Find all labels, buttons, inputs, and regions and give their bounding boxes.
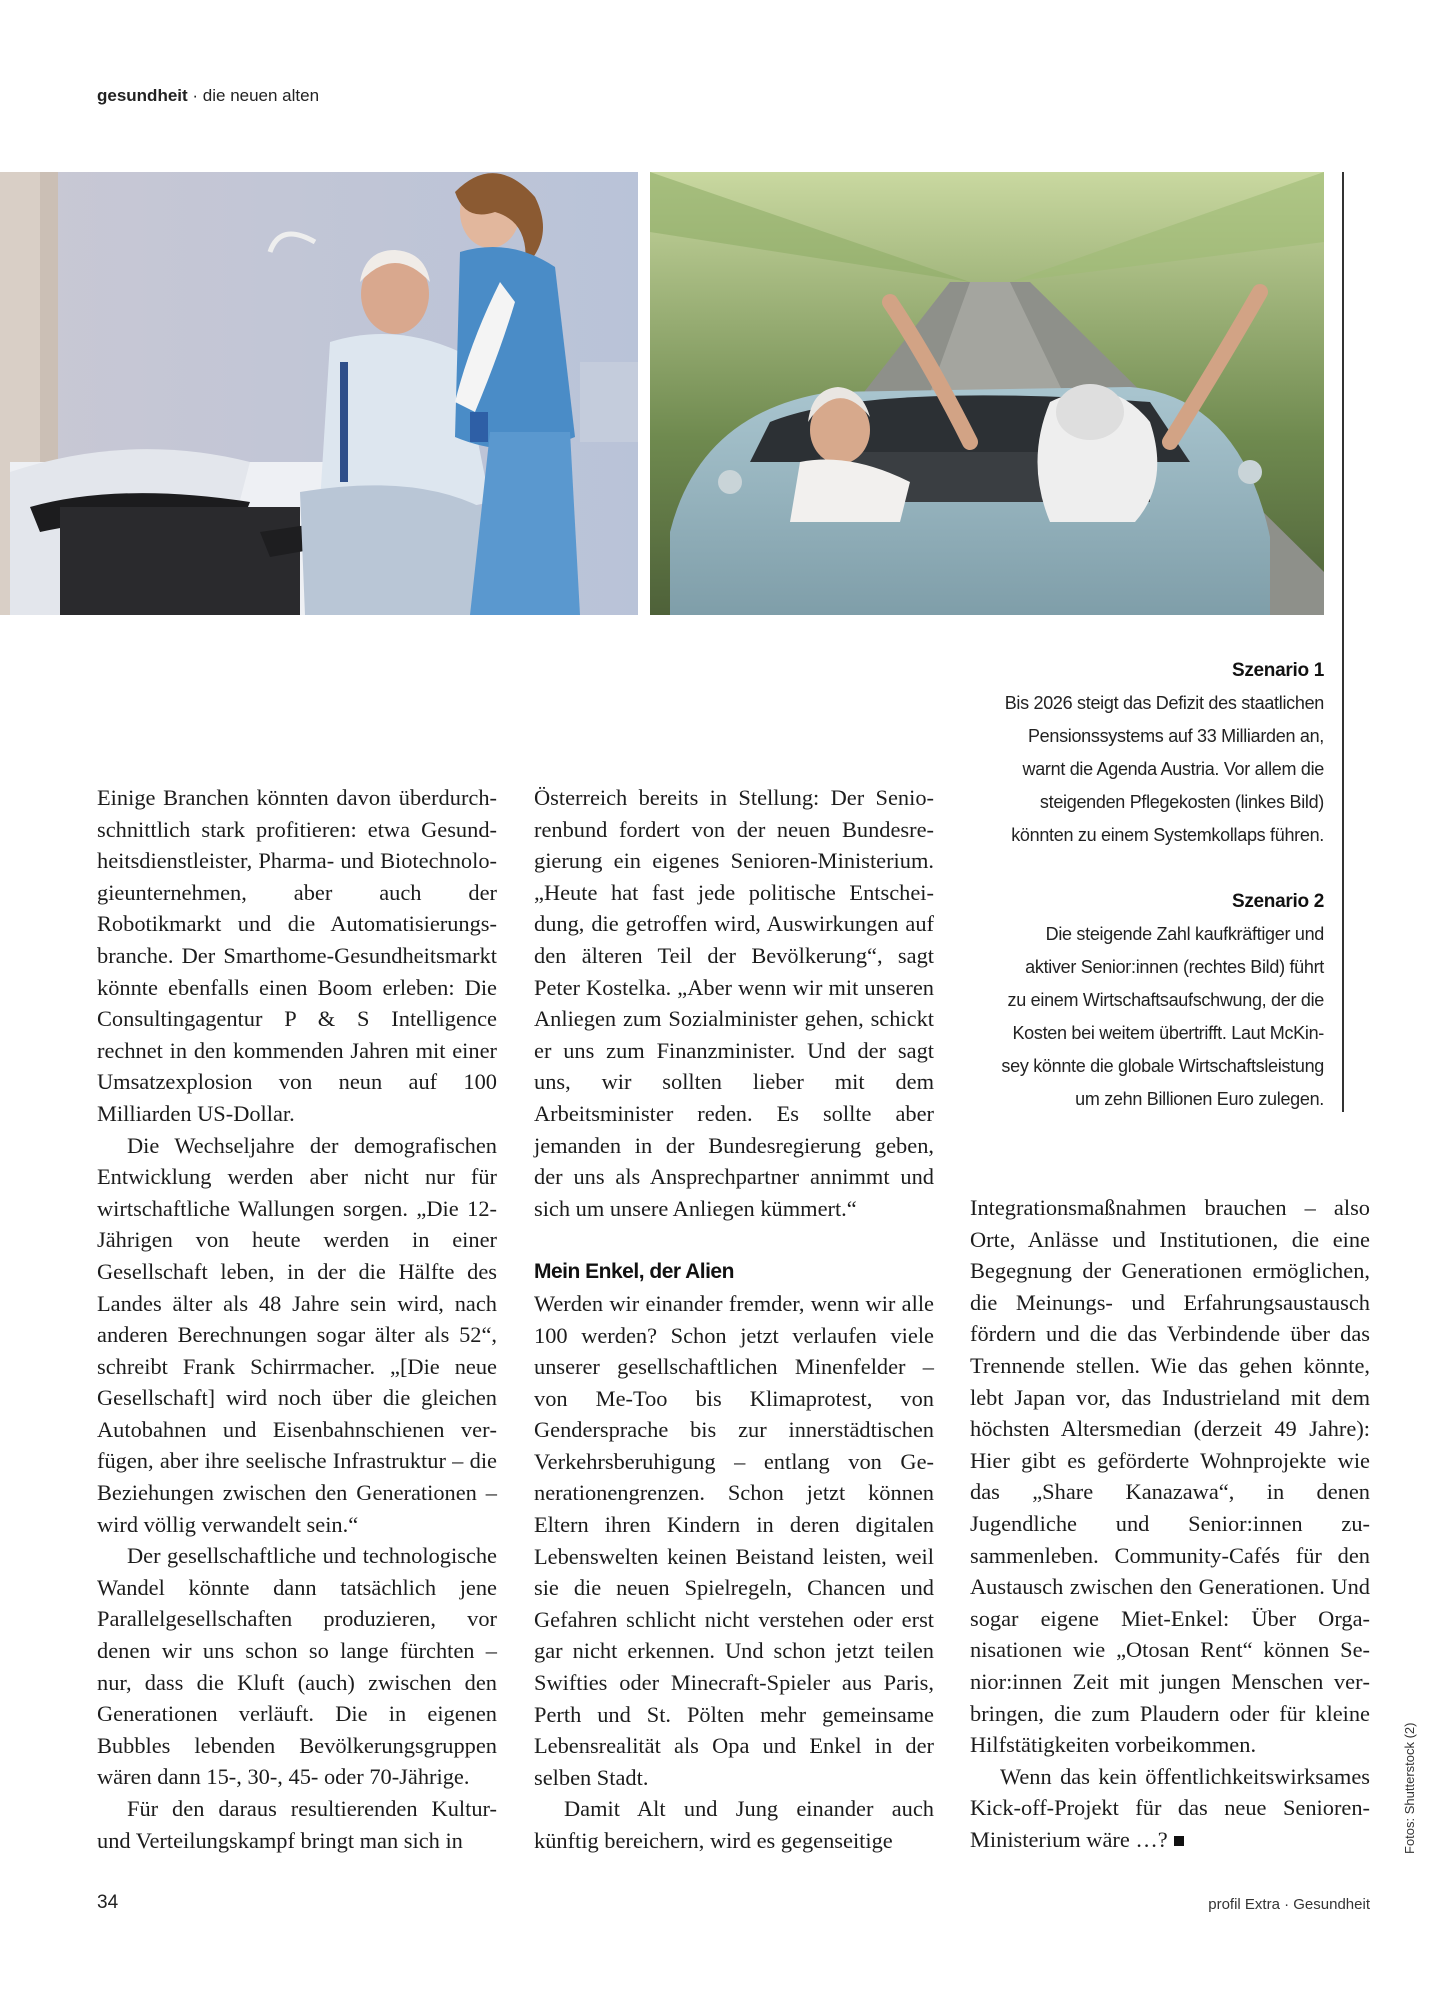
closing-text: Wenn das kein öffentlichkeitswirksames Kick-off-Projekt für das neue Senioren-Ministerium wäre …? (970, 1763, 1370, 1852)
body-paragraph: Einige Branchen könnten davon überdurchschnittlich stark profitieren: etwa Gesundheitsdienstleister, Pharma- und Biotechnologieunternehmen, aber auch der Robotikmarkt und die Automatisierungsbranche. Der Smarthome-Gesundheitsmarkt könnte ebenfalls einen Boom erleben: Die Consultingagentur P & S Intelligence rechnet in den kommenden Jahren mit einer Umsatzexplosion von neun auf 100 Milliarden US-Dollar. (97, 785, 497, 1126)
photo-left-illustration (0, 172, 638, 615)
scenario-2-title: Szenario 2 (1231, 891, 1324, 912)
scenario-1-title: Szenario 1 (1231, 660, 1324, 681)
body-paragraph: Die Wechseljahre der demografischen Entwicklung werden aber nicht nur für wirtschaftliche Wallungen sorgen. „Die 12-Jährigen von heute werden in einer Gesellschaft leben, in der die Hälfte des Landes älter als 48 Jahre sein wird, nach anderen Berechnungen sogar älter als 52“, schreibt Frank Schirrmacher. „[Die neue Gesellschaft] wird noch über die gleichen Autobahnen und Eisenbahnschienen verfügen, aber ihre seelische Infrastruktur – die Beziehungen zwischen den Generationen – wird völlig verwandelt sein.“ (97, 1132, 497, 1537)
photo-right-illustration (650, 172, 1324, 615)
header-separator: · (187, 86, 203, 105)
scenario-1-line: warnt die Agenda Austria. Vor allem die (1022, 759, 1324, 779)
page-number: 34 (97, 1892, 119, 1913)
scenario-2-line: sey könnte die globale Wirtschaftsleistung (1001, 1056, 1324, 1076)
scenario-1-line: könnten zu einem Systemkollaps führen. (1011, 825, 1324, 845)
article-column-1 (97, 782, 497, 1856)
photo-nurse-helping-elderly-man (0, 172, 638, 615)
end-mark-icon (1174, 1836, 1184, 1846)
scenario-2-line: um zehn Billionen Euro zulegen. (1075, 1089, 1324, 1109)
scenario-2-line: aktiver Senior:innen (rechtes Bild) führt (1025, 957, 1324, 977)
header-subsection: die neuen alten (202, 86, 320, 105)
scenario-1-line: Bis 2026 steigt das Defizit des staatlichen (1004, 693, 1324, 713)
body-paragraph: Österreich bereits in Stellung: Der Seniorenbund fordert von der neuen Bundesregierung ein eigenes Senioren-Ministerium. „Heute hat fast jede politische Entscheidung, die getroffen wird, Auswirkungen auf den älteren Teil der Bevölkerung“, sagt Peter Kostelka. „Aber wenn wir mit unseren Anliegen zum Sozialminister gehen, schickt er uns zum Finanzminister. Und der sagt uns, wir sollten lieber mit dem Arbeitsminister reden. Es sollte aber jemanden in der Bundesregierung geben, der uns als Ansprechpartner annimmt und sich um unsere Anliegen kümmert.“ (534, 785, 934, 1221)
publication-footer: profil Extra · Gesundheit (1208, 1896, 1370, 1913)
body-paragraph: Der gesellschaftliche und technologische Wandel könnte dann tatsächlich jene Parallelgesellschaften produzieren, vor denen wir uns schon so lange fürchten – nur, dass die Kluft (auch) zwischen den Generationen verläuft. Die in eigenen Bubbles lebenden Bevölkerungsgruppen wären dann 15-, 30-, 45- oder 70-Jährige. (97, 1543, 497, 1790)
photo-credit: Fotos: Shutterstock (2) (1402, 1722, 1417, 1854)
article-column-3 (970, 1192, 1370, 1855)
section-heading: Mein Enkel, der Alien (534, 1260, 734, 1284)
sidebar-spacer (950, 852, 1324, 885)
body-paragraph: Für den daraus resultierenden Kultur- und Verteilungskampf bringt man sich in (97, 1796, 497, 1853)
sidebar-rule (1342, 172, 1344, 1112)
photo-senior-couple-convertible (650, 172, 1324, 615)
article-column-2 (534, 782, 934, 1857)
scenario-2-line: zu einem Wirtschaftsaufschwung, der die (1007, 990, 1324, 1010)
body-paragraph: Damit Alt und Jung einander auch künftig bereichern, wird es gegenseitige (534, 1796, 934, 1853)
body-paragraph: Integrationsmaßnahmen brauchen – also Orte, Anlässe und Institutionen, die eine Begegnung der Generationen ermöglichen, die Meinungs- und Erfahrungsaustausch fördern und die das Verbindende über das Trennende stellen. Wie das gehen könnte, lebt Japan vor, das Industrieland mit dem höchsten Altersmedian (derzeit 49 Jahre): Hier gibt es geförderte Wohnprojekte wie das „Share Kanazawa“, in denen Jugendliche und Senior:innen zusammenleben. Community-Cafés für den Austausch zwischen den Generationen. Und sogar eigene Miet-Enkel: Über Organisationen wie „Otosan Rent“ können Senior:innen Zeit mit jungen Menschen verbringen, die zum Plaudern oder für kleine Hilfstätigkeiten vorbeikommen. (970, 1195, 1370, 1758)
scenario-1-line: Pensionssystems auf 33 Milliarden an, (1027, 726, 1324, 746)
scenario-2-line: Die steigende Zahl kaufkräftiger und (1045, 924, 1324, 944)
scenario-1-line: steigenden Pflegekosten (linkes Bild) (1039, 792, 1324, 812)
running-header (97, 86, 319, 106)
scenario-2-line: Kosten bei weitem übertrifft. Laut McKin- (1012, 1023, 1324, 1043)
header-section: gesundheit (97, 86, 188, 105)
body-paragraph: Werden wir einander fremder, wenn wir alle 100 werden? Schon jetzt verlaufen viele unserer gesellschaftlichen Minenfelder – von Me-Too bis Klimaprotest, von Gendersprache bis zur innerstädtischen Verkehrsberuhigung – entlang von Generationengrenzen. Schon jetzt können Eltern ihren Kindern in deren digitalen Lebenswelten keinen Beistand leisten, weil sie die neuen Spielregeln, Chancen und Gefahren schlicht nicht verstehen oder erst gar nicht erkennen. Und schon jetzt teilen Swifties oder Minecraft-Spieler aus Paris, Perth und St. Pölten mehr gemeinsame Lebensrealität als Opa und Enkel in der selben Stadt. (534, 1290, 934, 1790)
closing-paragraph (970, 1761, 1370, 1856)
scenario-sidebar (950, 654, 1324, 1116)
